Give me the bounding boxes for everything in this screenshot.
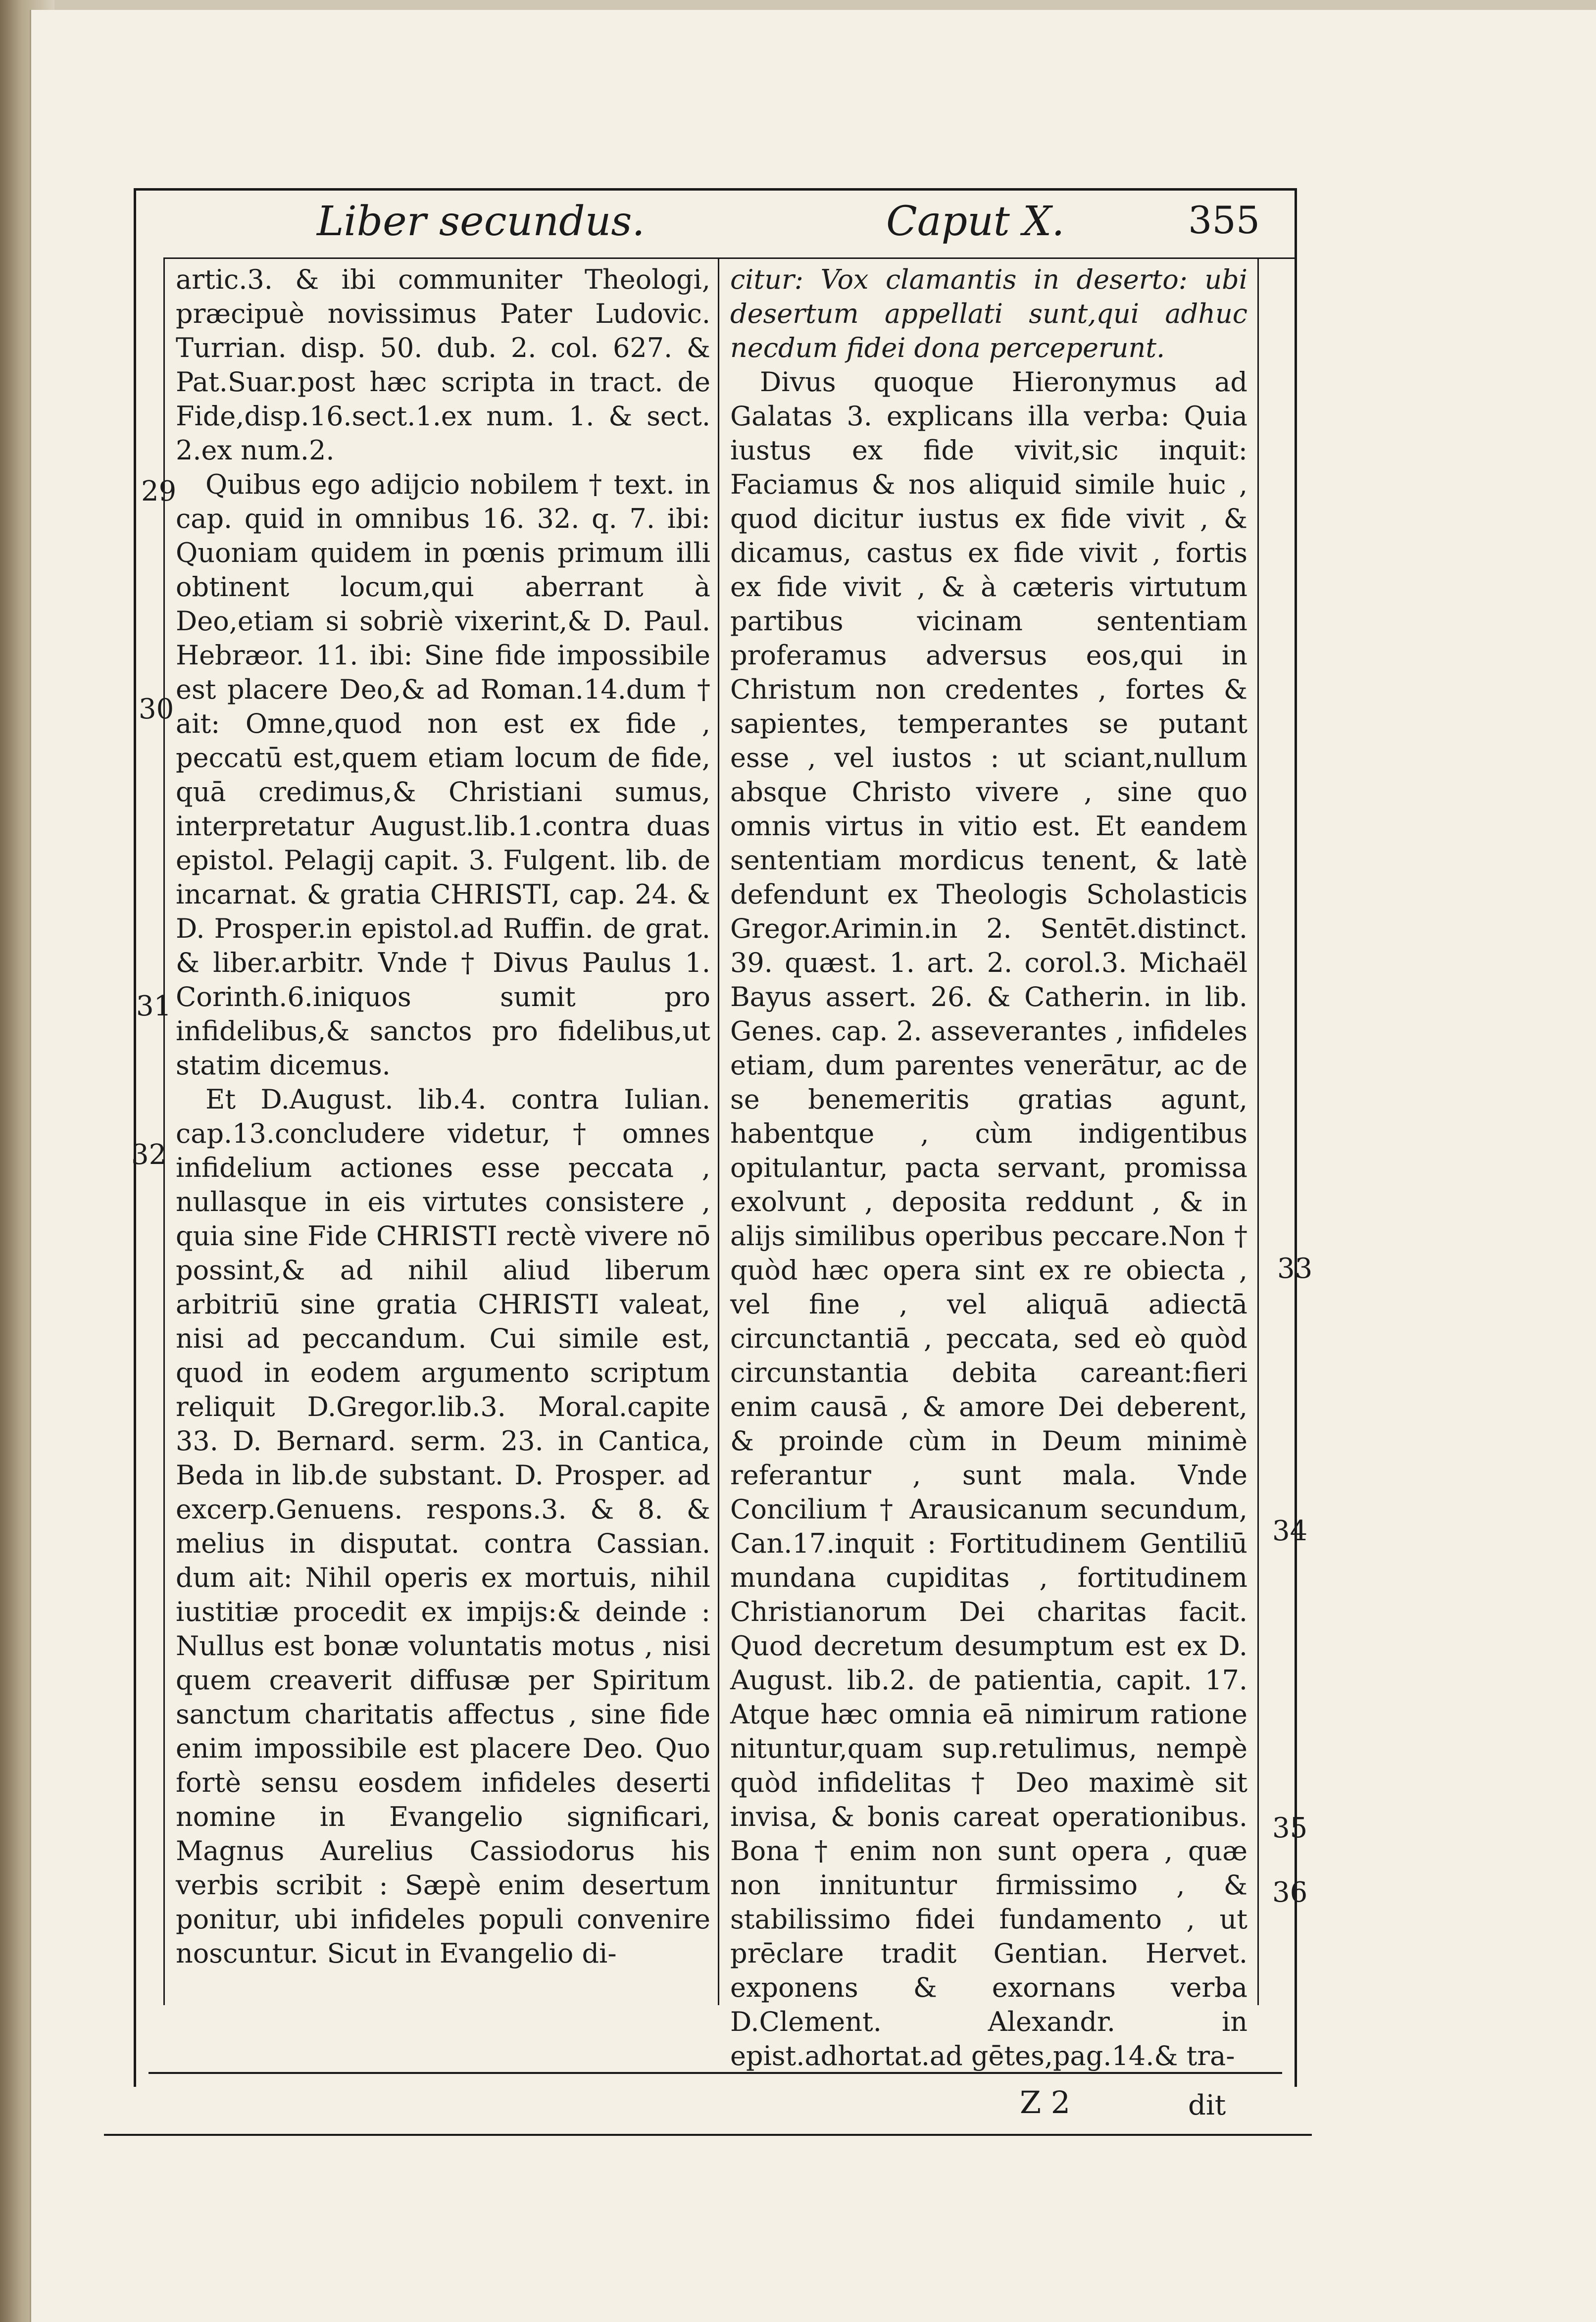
margin-number-32: 32 (131, 1139, 167, 1171)
page-number: 355 (1188, 198, 1260, 242)
right-column-rule (1257, 257, 1259, 2005)
running-head-book: Liber secundus. (317, 198, 645, 245)
running-head-chapter: Caput X. (886, 198, 1065, 245)
margin-number-31: 31 (136, 990, 172, 1022)
left-column-rule (163, 257, 165, 2005)
paragraph: citur: Vox clamantis in deserto: ubi desertum appellati sunt,qui adhuc necdum fidei dona perceperunt. (730, 264, 1247, 363)
bottom-rule-outer (104, 2134, 1312, 2136)
margin-number-36: 36 (1272, 1876, 1308, 1909)
paragraph: Divus quoque Hieronymus ad Galatas 3. explicans illa verba: Quia iustus ex fide vivit,sic inquit: Faciamus & nos aliquid simile huic , quod dicitur iustus ex fide vivit , & dicamus, castus ex fide vivit , fortis ex fide vivit , & à cæteris virtutum partibus vicinam sententiam proferamus adversus eos,qui in Christum non credentes , fortes & sapientes, temperantes se putant esse , vel iustos : ut sciant,nullum absque Christo vivere , sine quo omnis virtus in vitio est. Et eandem sententiam mordicus tenent, & latè defendunt ex Theologis Scholasticis Gregor.Arimin.in 2. Sentēt.distinct. 39. quæst. 1. art. 2. corol.3. Michaël Bayus assert. 26. & Catherin. in lib. Genes. cap. 2. asseverantes , infideles etiam, dum parentes venerātur, ac de se benemeritis gratias agunt, habentque , cùm indigentibus opitulantur, pacta servant, promissa exolvunt , deposita reddunt , & in alijs similibus operibus peccare.Non † quòd hæc opera sint ex re obiecta , vel fine , vel aliquā adiectā circunctantiā , peccata, sed eò quòd circunstantia debita careant:fieri enim causā , & amore Dei deberent, & proinde cùm in Deum minimè referantur , sunt mala. Vnde Concilium † Arausicanum secundum, Can.17.inquit : Fortitudinem Gentiliū mundana cupiditas , fortitudinem Christianorum Dei charitas facit. Quod decretum desumptum est ex D. August. lib.2. de patientia, capit. 17. Atque hæc omnia eā nimirum ratione nituntur,quam sup.retulimus, nempè quòd infidelitas † Deo maximè sit invisa, & bonis careat operationibus. Bona † enim non sunt opera , quæ non innituntur firmissimo , & stabilissimo fidei fundamento , ut prēclare tradit Gentian. Hervet. exponens & exornans verba D.Clement. Alexandr. in epist.adhortat.ad gētes,pag.14.& tra- (730, 366, 1247, 2071)
header-rule (163, 257, 1297, 259)
catchword: dit (1188, 2089, 1226, 2121)
margin-number-29: 29 (141, 475, 177, 507)
paragraph: Et D.August. lib.4. contra Iulian. cap.13.concludere videtur, † omnes infidelium actiones esse peccata , nullasque in eis virtutes consistere , quia sine Fide CHRISTI rectè vivere nō possint,& ad nihil aliud liberum arbitriū sine gratia CHRISTI valeat, nisi ad peccandum. Cui simile est, quod in eodem argumento scriptum reliquit D.Gregor.lib.3. Moral.capite 33. D. Bernard. serm. 23. in Cantica, Beda in lib.de substant. D. Prosper. ad excerp.Genuens. respons.3. & 8. & melius in disputat. contra Cassian. dum ait: Nihil operis ex mortuis, nihil iustitiæ procedit ex impijs:& deinde : Nullus est bonæ voluntatis motus , nisi quem creaverit diffusæ per Spiritum sanctum charitatis affectus , sine fide enim impossibile est placere Deo. Quo fortè sensu eosdem infideles deserti nomine in Evangelio significari, Magnus Aurelius Cassiodorus his verbis scribit : Sæpè enim desertum ponitur, ubi infideles populi convenire noscuntur. Sicut in Evangelio di- (176, 1084, 710, 1969)
margin-number-35: 35 (1272, 1812, 1308, 1844)
margin-number-33: 33 (1277, 1253, 1313, 1285)
right-text-column (730, 262, 1247, 2073)
left-text-column (176, 262, 710, 1970)
margin-number-34: 34 (1272, 1515, 1308, 1547)
margin-number-30: 30 (139, 693, 174, 725)
column-divider (718, 257, 719, 2005)
signature-mark: Z 2 (1020, 2084, 1071, 2120)
paragraph: Quibus ego adijcio nobilem † text. in cap. quid in omnibus 16. 32. q. 7. ibi: Quoniam quidem in pœnis primum illi obtinent locum,qui aberrant à Deo,etiam si sobriè vixerint,& D. Paul. Hebræor. 11. ibi: Sine fide impossibile est placere Deo,& ad Roman.14.dum † ait: Omne,quod non est ex fide , peccatū est,quem etiam locum de fide, quā credimus,& Christiani sumus, interpretatur August.lib.1.contra duas epistol. Pelagij capit. 3. Fulgent. lib. de incarnat. & gratia CHRISTI, cap. 24. & D. Prosper.in epistol.ad Ruffin. de grat. & liber.arbitr. Vnde † Divus Paulus 1. Corinth.6.iniquos sumit pro infidelibus,& sanctos pro fidelibus,ut statim dicemus. (176, 469, 710, 1081)
paragraph: artic.3. & ibi communiter Theologi, præcipuè novissimus Pater Ludovic. Turrian. disp. 50. dub. 2. col. 627. & Pat.Suar.post hæc scripta in tract. de Fide,disp.16.sect.1.ex num. 1. & sect. 2.ex num.2. (176, 264, 710, 466)
